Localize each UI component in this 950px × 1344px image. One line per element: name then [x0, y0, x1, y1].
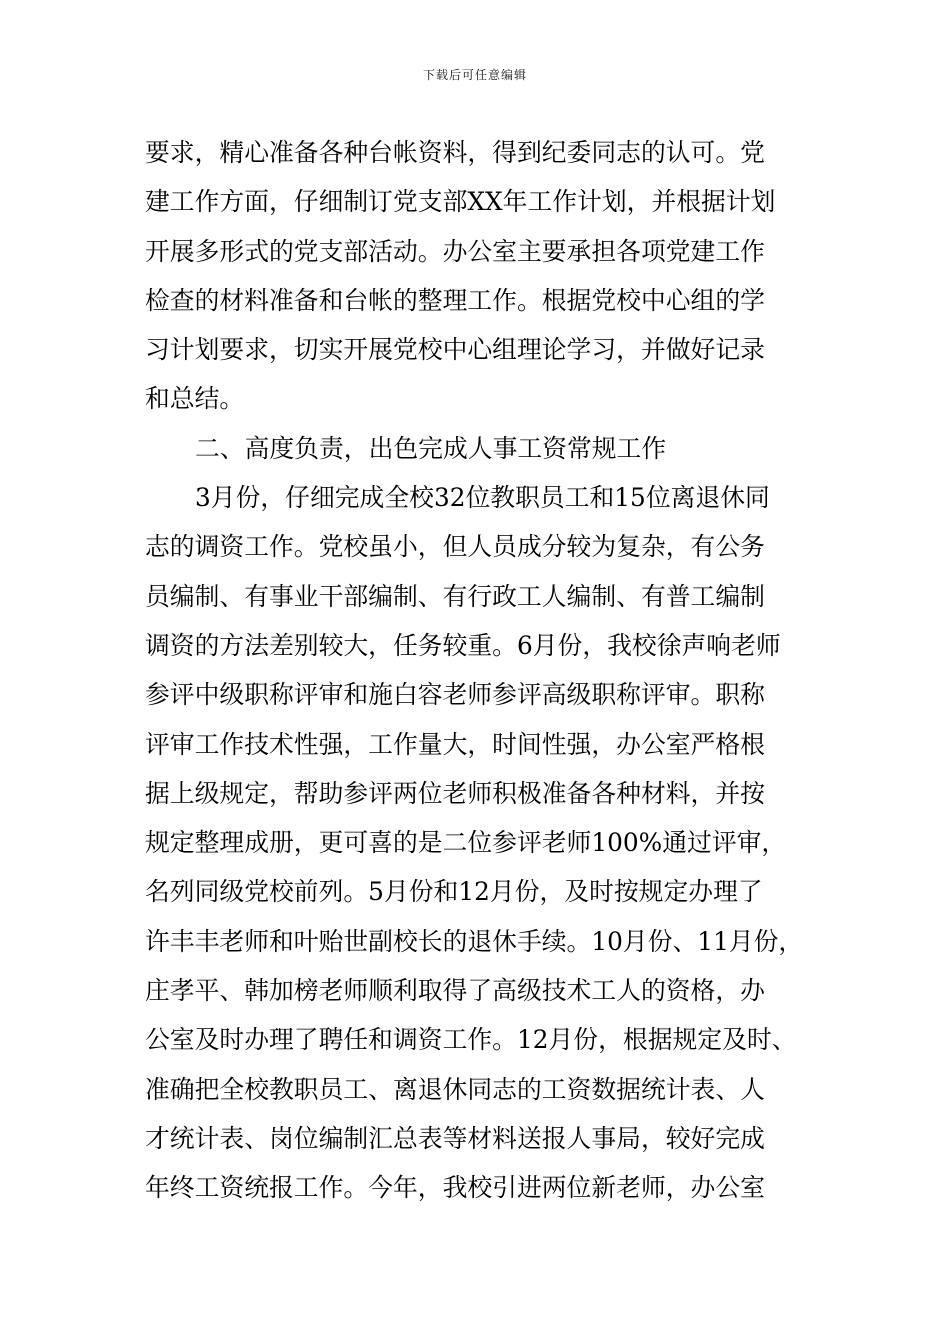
text-line: 公室及时办理了聘任和调资工作。12月份，根据规定及时、	[145, 1025, 797, 1055]
text-line: 开展多形式的党支部活动。办公室主要承担各项党建工作	[145, 236, 765, 266]
text-line: 志的调资工作。党校虽小，但人员成分较为复杂，有公务	[145, 532, 765, 562]
text-line: 才统计表、岗位编制汇总表等材料送报人事局，较好完成	[145, 1123, 765, 1153]
text-line: 建工作方面，仔细制订党支部XX年工作计划，并根据计划	[145, 187, 776, 217]
text-line: 员编制、有事业干部编制、有行政工人编制、有普工编制	[145, 581, 765, 611]
text-line: 名列同级党校前列。5月份和12月份，及时按规定办理了	[145, 877, 763, 907]
text-line: 检查的材料准备和台帐的整理工作。根据党校中心组的学	[145, 285, 765, 315]
text-line: 习计划要求，切实开展党校中心组理论学习，并做好记录	[145, 335, 765, 365]
text-line: 年终工资统报工作。今年，我校引进两位新老师，办公室	[145, 1173, 765, 1203]
text-line: 调资的方法差别较大，任务较重。6月份，我校徐声响老师	[145, 630, 781, 660]
text-line: 准确把全校教职员工、离退休同志的工资数据统计表、人	[145, 1074, 765, 1104]
text-line: 和总结。	[145, 384, 245, 414]
text-line: 要求，精心准备各种台帐资料，得到纪委同志的认可。党	[145, 138, 765, 167]
paragraph-start-line: 3月份，仔细完成全校32位教职员工和15位离退休同	[195, 483, 770, 513]
text-line: 庄孝平、韩加榜老师顺利取得了高级技术工人的资格，办	[145, 976, 765, 1006]
text-line: 参评中级职称评审和施白容老师参评高级职称评审。职称	[145, 680, 765, 710]
text-line: 规定整理成册，更可喜的是二位参评老师100%通过评审，	[145, 828, 787, 858]
text-line: 据上级规定，帮助参评两位老师积极准备各种材料，并按	[145, 778, 765, 808]
text-line: 许丰丰老师和叶贻世副校长的退休手续。10月份、11月份，	[145, 926, 804, 956]
section-heading: 二、高度负责，出色完成人事工资常规工作	[195, 433, 667, 463]
page-header-note: 下载后可任意编辑	[422, 68, 527, 82]
text-line: 评审工作技术性强，工作量大，时间性强，办公室严格根	[145, 729, 765, 759]
document-body	[145, 128, 810, 1213]
